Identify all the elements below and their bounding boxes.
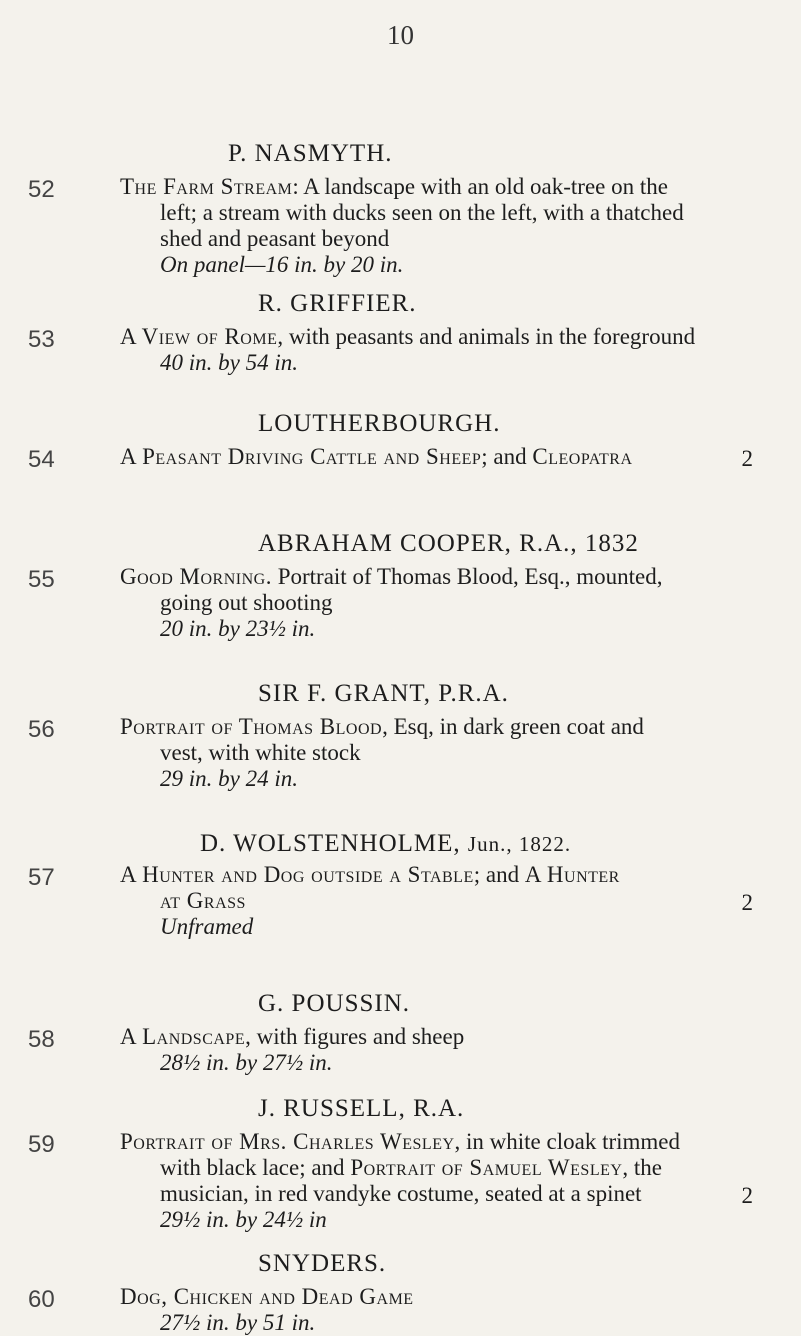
lot-number: 58	[28, 1026, 55, 1053]
dimensions: 28½ in. by 27½ in.	[160, 1050, 333, 1075]
lot-title: Portrait of Mrs. Charles Wesley	[120, 1129, 455, 1154]
lot-title: A View of Rome	[120, 324, 278, 349]
description-text: , in white cloak trimmed	[454, 1129, 681, 1154]
description-text: , with peasants and animals in the foreground	[277, 324, 696, 349]
lot-title: Portrait of Samuel Wesley	[350, 1155, 623, 1180]
description-text: with black lace; and	[160, 1155, 351, 1180]
dimensions: 40 in. by 54 in.	[160, 350, 298, 375]
quantity: 2	[741, 1183, 753, 1208]
artist-name-main: D. WOLSTENHOLME,	[200, 830, 468, 857]
description-text: musician, in red vandyke costume, seated at a spinet	[160, 1181, 642, 1206]
dimensions: 29 in. by 24 in.	[160, 766, 298, 791]
page-number: 10	[387, 20, 414, 50]
lot-description	[120, 862, 760, 940]
description-text: , Esq, in dark green coat and	[382, 714, 644, 739]
dimensions: 29½ in. by 24½ in	[160, 1207, 327, 1232]
lot-number: 56	[28, 716, 55, 743]
artist-name: SIR F. GRANT, P.R.A.	[258, 680, 509, 707]
description-text: Portrait of Thomas Blood, Esq., mounted,	[271, 564, 663, 589]
description-text: left; a stream with ducks seen on the left, with a thatched	[160, 200, 684, 225]
lot-description	[120, 174, 760, 278]
lot-description	[120, 324, 760, 376]
artist-name: J. RUSSELL, R.A.	[258, 1095, 465, 1122]
lot-description	[120, 1024, 760, 1076]
lot-number: 59	[28, 1131, 55, 1158]
lot-title: A Hunter and Dog outside a Stable	[120, 862, 474, 887]
lot-title: The Farm Stream	[120, 174, 293, 199]
artist-name: P. NASMYTH.	[228, 140, 393, 167]
lot-title: Good Morning.	[120, 564, 272, 589]
artist-name: G. POUSSIN.	[258, 990, 411, 1017]
artist-name: ABRAHAM COOPER, R.A., 1832	[258, 530, 639, 557]
lot-number: 57	[28, 864, 55, 891]
description-text: : A landscape with an old oak-tree on the	[292, 174, 668, 199]
description-text: shed and peasant beyond	[160, 226, 390, 251]
description-text: , the	[622, 1155, 663, 1180]
lot-description	[120, 444, 760, 470]
dimensions: 27½ in. by 51 in.	[160, 1310, 316, 1335]
lot-title: Dog, Chicken and Dead Game	[120, 1284, 414, 1309]
lot-description	[120, 1129, 760, 1207]
lot-description	[120, 564, 760, 642]
lot-title: A Hunter	[524, 862, 620, 887]
artist-name: LOUTHERBOURGH.	[258, 410, 501, 437]
artist-name-suffix: Jun., 1822.	[467, 832, 572, 856]
lot-number: 52	[28, 176, 55, 203]
lot-title: Cleopatra	[532, 444, 633, 469]
artist-name: R. GRIFFIER.	[258, 290, 417, 317]
description-text: , with figures and sheep	[245, 1024, 465, 1049]
lot-title: A Peasant Driving Cattle and Sheep	[120, 444, 482, 469]
lot-description	[120, 1284, 760, 1336]
lot-title: at Grass	[160, 888, 246, 913]
dimensions: On panel—16 in. by 20 in.	[160, 252, 404, 277]
description-text: vest, with white stock	[160, 740, 361, 765]
artist-name	[200, 830, 720, 858]
lot-number: 54	[28, 446, 55, 473]
lot-description	[120, 714, 760, 792]
lot-number: 55	[28, 566, 55, 593]
lot-number: 60	[28, 1286, 55, 1313]
dimensions: 20 in. by 23½ in.	[160, 616, 316, 641]
description-text: ; and	[473, 862, 525, 887]
description-text: ; and	[481, 444, 533, 469]
lot-number: 53	[28, 326, 55, 353]
quantity: 2	[741, 446, 753, 471]
dimensions: Unframed	[160, 914, 254, 939]
description-text: going out shooting	[160, 590, 333, 615]
quantity: 2	[741, 890, 753, 915]
artist-name: SNYDERS.	[258, 1250, 387, 1277]
lot-title: Portrait of Thomas Blood	[120, 714, 383, 739]
lot-title: A Landscape	[120, 1024, 246, 1049]
